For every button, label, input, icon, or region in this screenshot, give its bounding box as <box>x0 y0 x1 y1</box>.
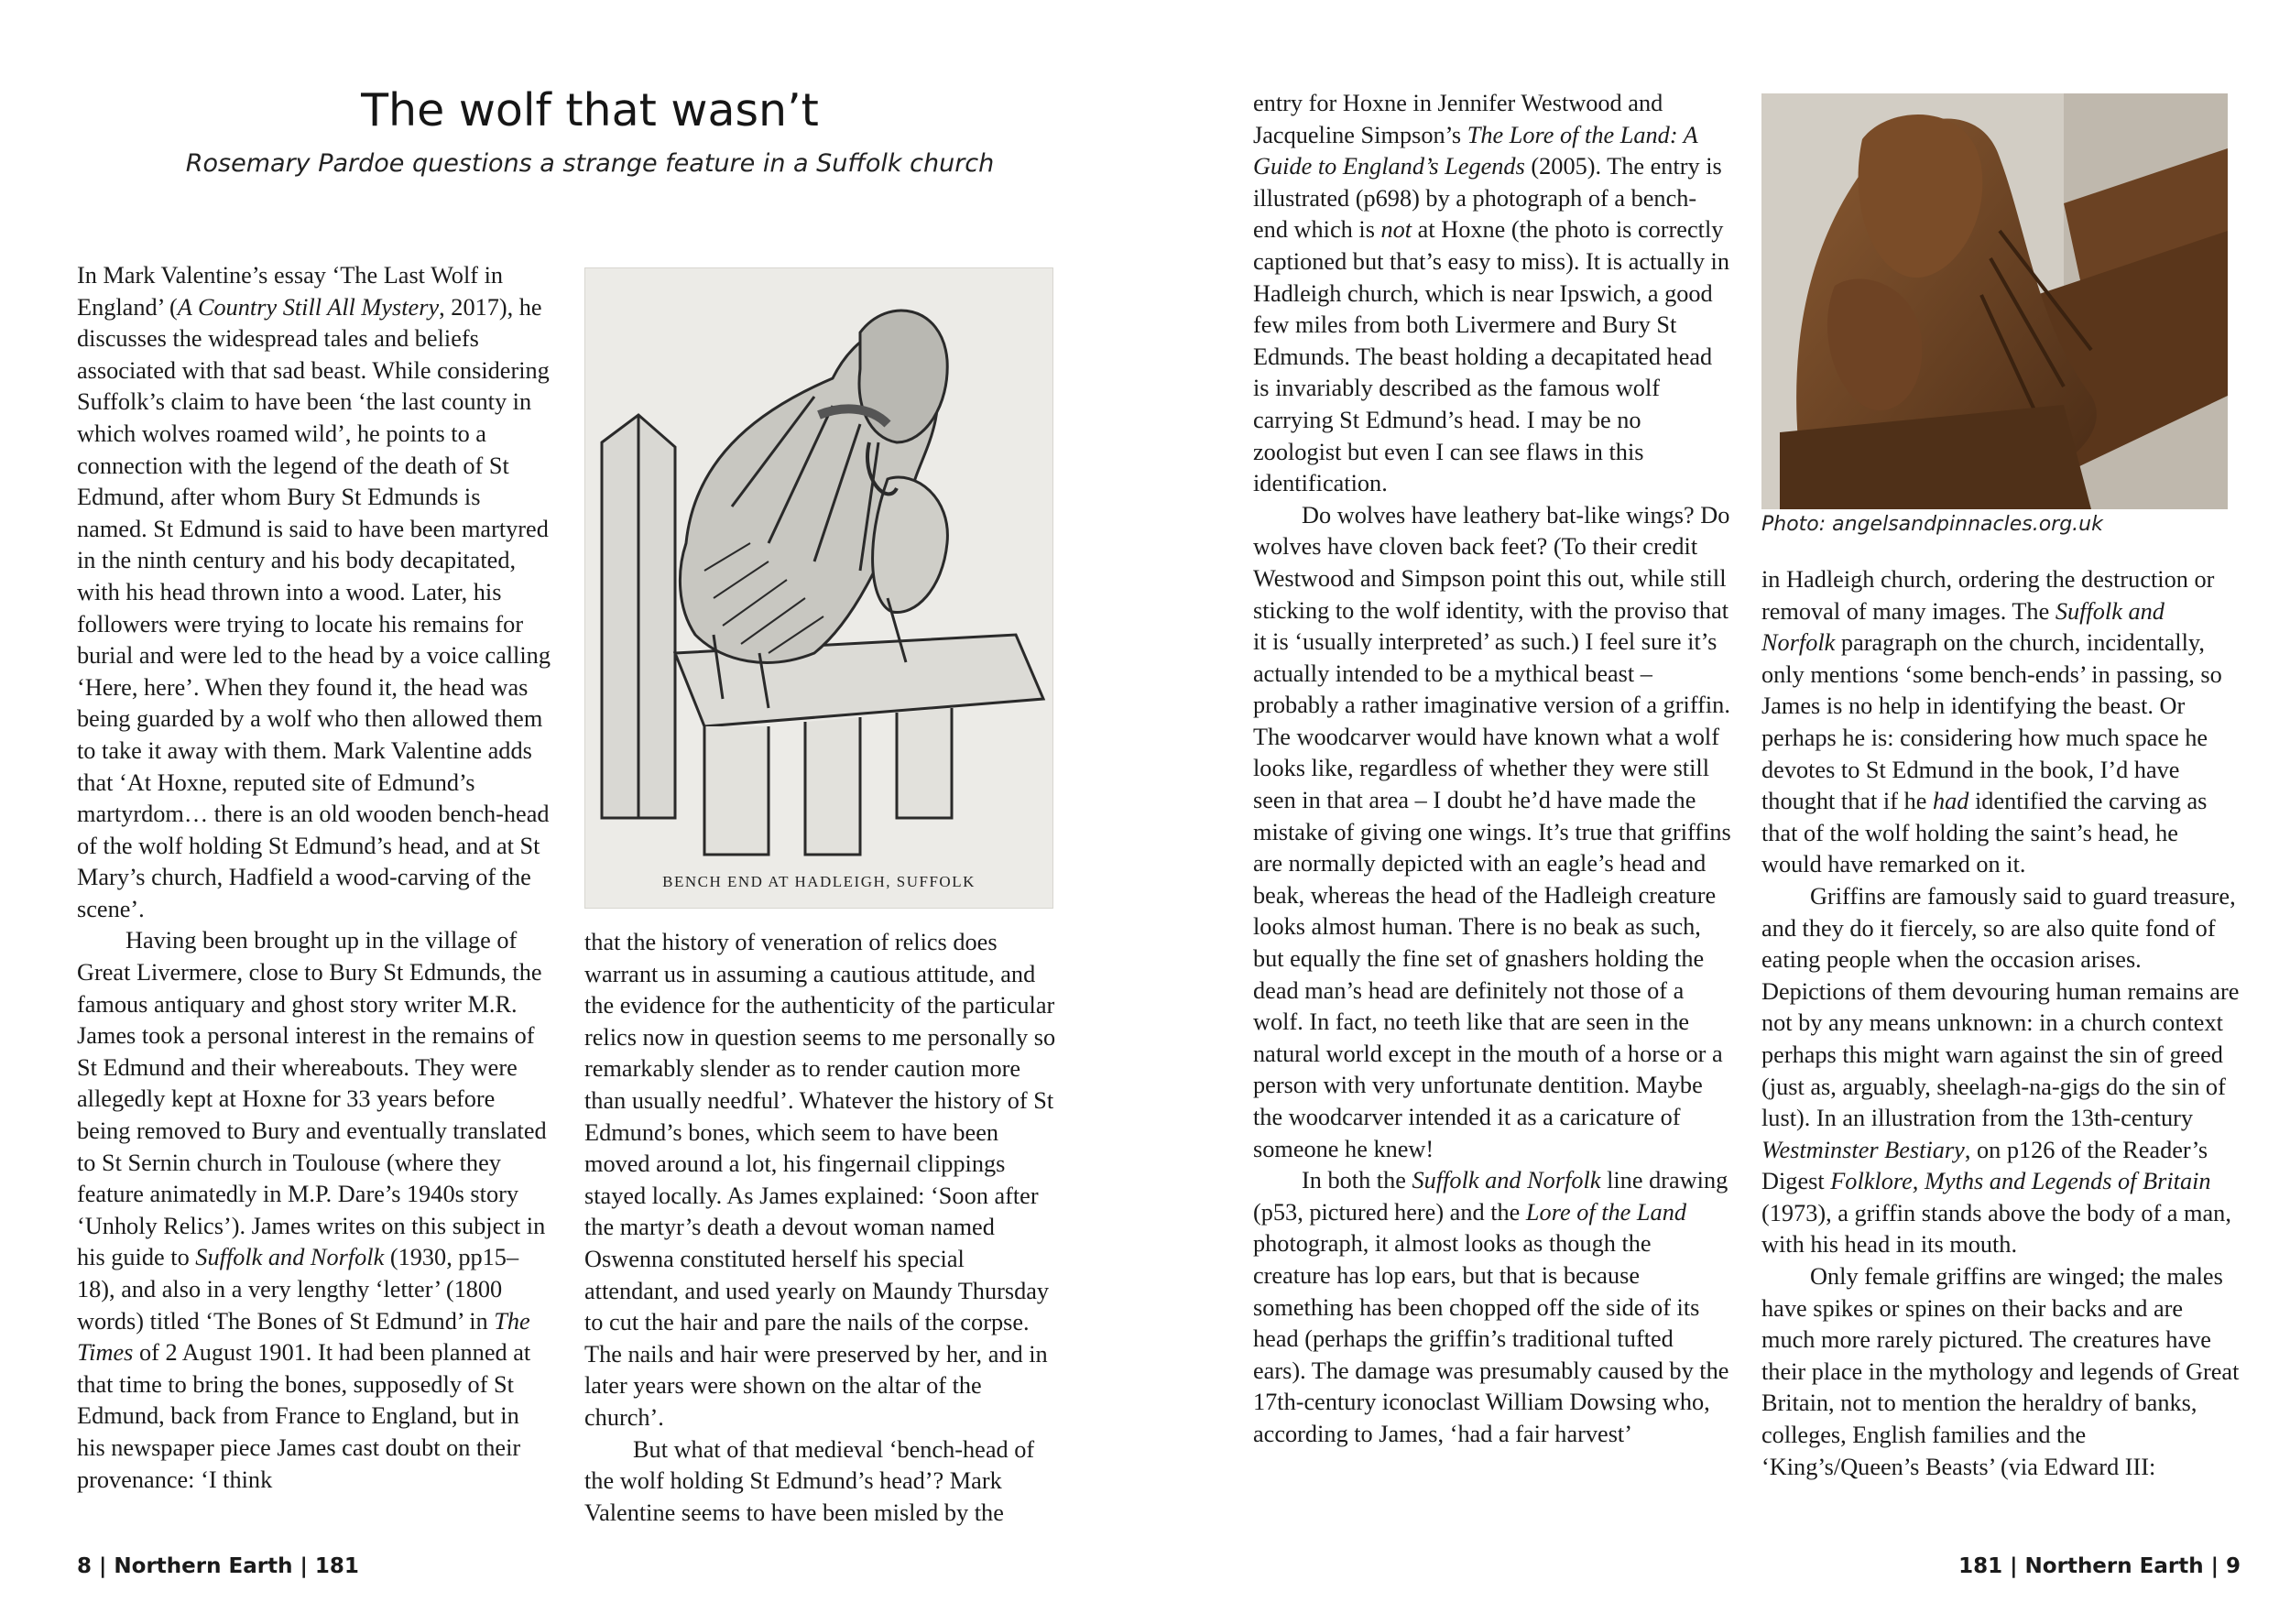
paragraph <box>1761 564 2240 881</box>
body-text: photograph, it almost looks as though the creature has lop ears, but that is because something has been chopped off the side of its head (perhaps the griffin’s traditional tufted ears). The damage was presumably caused by the 17th-century iconoclast William Dowsing who, according to James, ‘had a fair harvest’ <box>1253 1230 1729 1447</box>
body-text: Griffins are famously said to guard treasure, and they do it fiercely, so are also quite fond of eating people when the occasion arises. Depictions of them devouring human remains are not by any means unknown: in a church context perhaps this might warn against the sin of greed (just as, arguably, sheelagh-na-gigs do the sin of lust). In an illustration from the 13th-century <box>1761 882 2240 1132</box>
italic-text: Westminster Bestiary <box>1761 1136 1965 1163</box>
italic-text: Suffolk and Norfolk <box>1412 1167 1601 1194</box>
body-text: paragraph on the church, incidentally, only mentions ‘some bench-ends’ in passing, so James is no help in identifying the beast. Or perhaps he is: considering how much space he devotes to St Edmund in the book, I’d have thought that if he <box>1761 629 2222 815</box>
text-column-2 <box>584 927 1061 1529</box>
body-text: (2005). The entry is illustrated (p698) by a photograph of a bench-end which is <box>1253 153 1722 244</box>
paragraph <box>1761 881 2240 1261</box>
paragraph <box>584 927 1061 1434</box>
body-text: In Mark Valentine’s essay ‘The Last Wolf in England’ ( <box>77 262 504 321</box>
text-column-1 <box>77 260 551 1496</box>
body-text: entry for Hoxne in Jennifer Westwood and Jacqueline Simpson’s <box>1253 90 1663 148</box>
italic-text: Lore of the Land <box>1525 1198 1686 1226</box>
body-text: But what of that medieval ‘bench-head of the wolf holding St Edmund’s head’? Mark Valentine seems to have been misled by the <box>584 1435 1035 1526</box>
text-column-3 <box>1253 88 1731 1451</box>
italic-text: Folklore, Myths and Legends of Britain <box>1830 1168 2211 1195</box>
italic-text: Suffolk and Norfolk <box>1761 597 2165 657</box>
body-text: , on p126 of the Reader’s Digest <box>1761 1136 2208 1195</box>
body-text: In both the <box>1302 1167 1412 1194</box>
bench-end-drawing-icon <box>585 268 1052 908</box>
article-subtitle: Rosemary Pardoe questions a strange feature in a Suffolk church <box>185 149 995 178</box>
bench-end-photo-icon <box>1761 93 2228 509</box>
text-column-4 <box>1761 564 2240 1483</box>
body-text: in Hadleigh church, ordering the destruction or removal of many images. The <box>1761 566 2215 625</box>
article-title: The wolf that wasn’t <box>361 84 819 136</box>
italic-text: had <box>1932 788 1969 815</box>
paragraph <box>77 925 551 1496</box>
paragraph <box>1253 88 1731 500</box>
body-text: line drawing (p53, pictured here) and the <box>1253 1167 1728 1226</box>
italic-text: The Times <box>77 1307 530 1367</box>
paragraph <box>77 260 551 925</box>
body-text: Do wolves have leathery bat-like wings? Do wolves have cloven back feet? (To their credit Westwood and Simpson point this out, while still sticking to the wolf identity, with the proviso that it is ‘usually interpreted’ as such.) I feel sure it’s actually intended to be a mythical beast – probably a rather imaginative version of a griffin. The woodcarver would have known what a wolf looks like, regardless of whether they were still seen in that area – I doubt he’d have made the mistake of giving one wings. It’s true that griffins are normally depicted with an eagle’s head and beak, whereas the head of the Hadleigh creature looks almost human. There is no beak as such, but equally the fine set of gnashers holding the dead man’s head are definitely not those of a wolf. In fact, no teeth like that are seen in the natural world except in the mouth of a horse or a person with very unfortunate dentition. Maybe the woodcarver intended it as a caricature of someone he knew! <box>1253 501 1731 1162</box>
body-text: Having been brought up in the village of Great Livermere, close to Bury St Edmunds, the famous antiquary and ghost story writer M.R. James took a personal interest in the remains of St Edmund and their whereabouts. They were allegedly kept at Hoxne for 33 years before being removed to Bury and eventually translated to St Sernin church in Toulouse (where they feature animatedly in M.P. Dare’s 1940s story ‘Unholy Relics’). James writes on this subject in his guide to <box>77 927 547 1271</box>
body-text: of 2 August 1901. It had been planned at that time to bring the bones, supposedly of St Edmund, back from France to England, but in his newspaper piece James cast doubt on their provenance: ‘I think <box>77 1339 531 1493</box>
figure-caption: BENCH END AT HADLEIGH, SUFFOLK <box>662 873 976 890</box>
body-text: (1973), a griffin stands above the body of a man, with his head in its mouth. <box>1761 1199 2231 1259</box>
bench-end-drawing <box>584 267 1053 909</box>
bench-end-photo <box>1761 93 2228 509</box>
body-text: at Hoxne (the photo is correctly captioned but that’s easy to miss). It is actually in Hadleigh church, which is near Ipswich, a good few miles from both Livermere and Bury St Edmunds. The beast holding a decapitated head is invariably described as the famous wolf carrying St Edmund’s head. I may be no zoologist but even I can see flaws in this identification. <box>1253 216 1729 497</box>
body-text: , 2017), he discusses the widespread tales and beliefs associated with that sad beast. While considering Suffolk’s claim to have been ‘the last county in which wolves roamed wild’, he points to a connection with the legend of the death of St Edmund, after whom Bury St Edmunds is named. St Edmund is said to have been martyred in the ninth century and his body decapitated, with his head thrown into a wood. Later, his followers were trying to locate his remains for burial and were led to the head by a voice calling ‘Here, here’. When they found it, the head was being guarded by a wolf who then allowed them to take it away with them. Mark Valentine adds that ‘At Hoxne, reputed site of Edmund’s martyrdom… there is an old wooden bench-head of the wolf holding St Edmund’s head, and at St Mary’s church, Hadfield a wood-carving of the scene’. <box>77 293 551 922</box>
italic-text: Suffolk and Norfolk <box>195 1244 385 1271</box>
paragraph <box>1253 500 1731 1165</box>
page-footer-left: 8 | Northern Earth | 181 <box>77 1554 359 1578</box>
italic-text: not <box>1380 216 1412 244</box>
paragraph <box>584 1434 1061 1530</box>
paragraph <box>1253 1165 1731 1450</box>
italic-text: The Lore of the Land: A Guide to England’s Legends <box>1253 121 1698 180</box>
paragraph <box>1761 1261 2240 1483</box>
body-text: (1930, pp15–18), and also in a very lengthy ‘letter’ (1800 words) titled ‘The Bones of St Edmund’ in <box>77 1244 519 1335</box>
italic-text: A Country Still All Mystery <box>177 293 440 321</box>
body-text: identified the carving as that of the wolf holding the saint’s head, he would have remarked on it. <box>1761 788 2208 878</box>
body-text: that the history of veneration of relics does warrant us in assuming a cautious attitude, and the evidence for the authenticity of the particular relics now in question seems to me personally so remarkably slender as to render caution more than usually needful’. Whatever the history of St Edmund’s bones, which seem to have been moved around a lot, his fingernail clippings stayed locally. As James explained: ‘Soon after the martyr’s death a devout woman named Oswenna constituted herself his special attendant, and used yearly on Maundy Thursday to cut the hair and pare the nails of the corpse. The nails and hair were preserved by her, and in later years were shown on the altar of the church’. <box>584 929 1056 1431</box>
photo-credit: Photo: angelsandpinnacles.org.uk <box>1761 513 2103 536</box>
body-text: Only female griffins are winged; the males have spikes or spines on their backs and are much more rarely pictured. The creatures have their place in the mythology and legends of Great Britain, not to mention the heraldry of banks, colleges, English families and the ‘King’s/Queen’s Beasts’ (via Edward III: <box>1761 1263 2240 1480</box>
page-footer-right: 181 | Northern Earth | 9 <box>1958 1554 2241 1578</box>
